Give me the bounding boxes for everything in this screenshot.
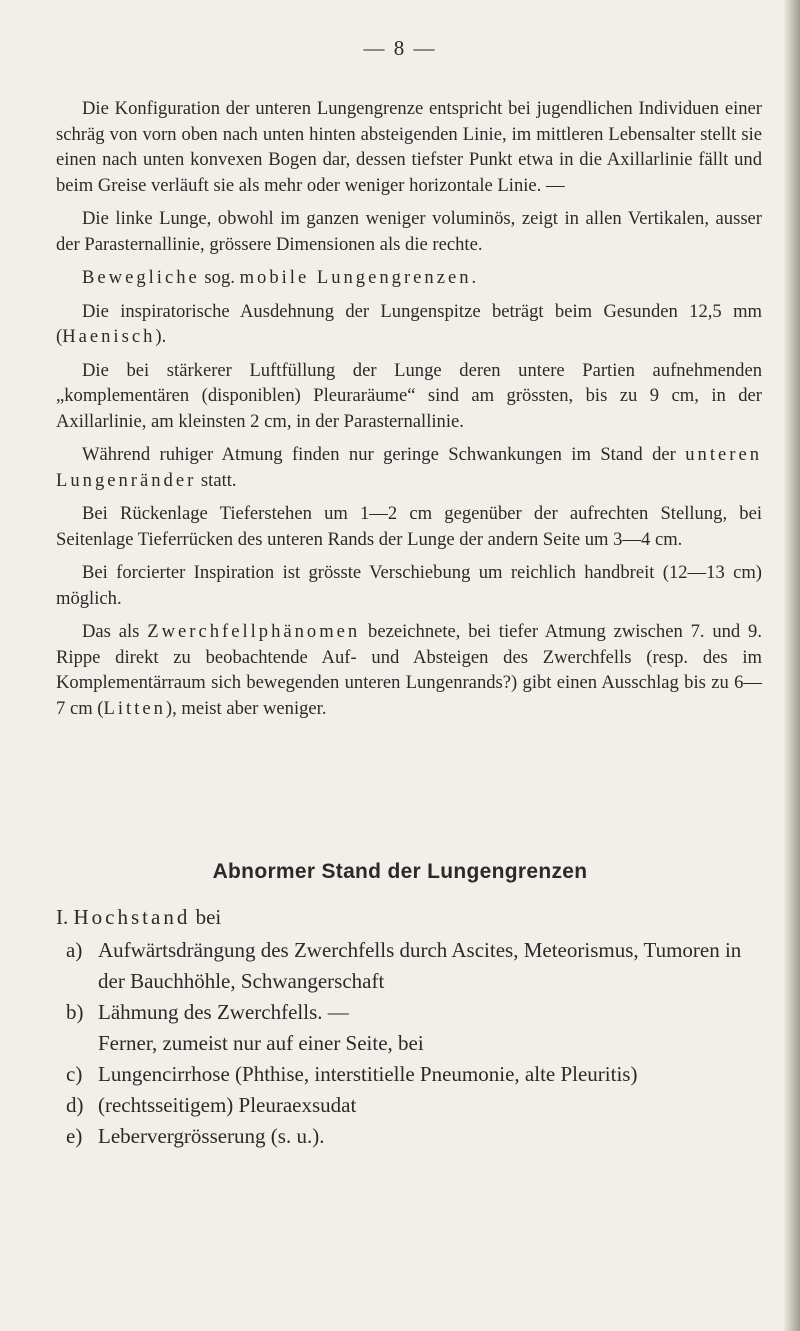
list-item <box>56 1121 756 1152</box>
list-marker: c) <box>66 1062 83 1086</box>
page-number: — 8 — <box>363 36 437 60</box>
paragraph-mobile-boundaries-heading <box>56 265 762 291</box>
author-haenisch: Haenisch <box>62 326 156 347</box>
list-continuation: Ferner, zumeist nur auf einer Seite, bei <box>98 1031 424 1055</box>
list-item-text: Aufwärtsdrängung des Zwerchfells durch Ascites, Meteorismus, Tumoren in der Bauchhöhle, Schwangerschaft <box>98 938 742 993</box>
spaced-term-bewegliche: Bewegliche <box>82 267 200 288</box>
text-fragment: Die inspiratorische Ausdehnung der Lungenspitze beträgt beim Gesunden 12,5 mm ( <box>56 300 762 347</box>
spaced-term-mobile: mobile Lungengrenzen. <box>239 267 480 288</box>
list-title <box>56 902 756 933</box>
list-item-text: Lähmung des Zwerchfells. — <box>98 1000 349 1024</box>
list-item <box>56 997 756 1028</box>
list-marker: e) <box>66 1124 83 1148</box>
body-text <box>56 96 762 721</box>
list-item-text: Lungencirrhose (Phthise, interstitielle Pneumonie, alte Pleuritis) <box>98 1062 638 1086</box>
list-title-rest: bei <box>190 905 222 929</box>
text-fragment: statt. <box>196 469 237 491</box>
list-title-term: Hochstand <box>73 905 191 929</box>
text-fragment: Das als <box>82 621 148 642</box>
text-fragment: bezeichnete, bei tiefer Atmung zwischen 7. und 9. Rippe direkt zu beobachtende Auf- und Absteigen des Zwerchfells (resp. des im Komplementärraum sich bewegenden unteren Lungenrands?) gibt einen Ausschlag bis zu 6—7 cm ( <box>56 621 762 719</box>
paragraph-pleural-spaces: Die bei stärkerer Luftfüllung der Lunge deren untere Partien aufnehmenden „komplementären (disponiblen) Pleuraräume“ sind am grössten, bis zu 9 cm, in der Axillarlinie, am kleinsten 2 cm, in der Parasternallinie. <box>56 359 762 432</box>
list-item-text: Lebervergrösserung (s. u.). <box>98 1124 325 1148</box>
list-title-number: I. <box>56 905 74 929</box>
list-marker: a) <box>66 938 83 962</box>
paragraph-configuration: Die Konfiguration der unteren Lungengrenze entspricht bei jugendlichen Individuen einer schräg von vorn oben nach unten hinten absteigenden Linie, im mittleren Lebensalter stellt sie einen nach unten konvexen Bogen dar, dessen tiefster Punkt etwa in die Axillarlinie fällt und beim Greise verläuft sie als mehr oder weniger horizontale Linie. — <box>56 98 762 196</box>
section-heading: Abnormer Stand der Lungengrenzen <box>212 860 588 883</box>
text-fragment: ). <box>155 326 167 347</box>
text-fragment: Während ruhiger Atmung finden nur geringe Schwankungen im Stand der <box>82 444 686 465</box>
author-litten: Litten <box>103 697 166 719</box>
list-item <box>56 1090 756 1121</box>
list-item <box>56 935 756 997</box>
paragraph-forced-inspiration: Bei forcierter Inspiration ist grösste Verschiebung um reichlich handbreit (12—13 cm) möglich. <box>56 562 762 609</box>
text-fragment: ), meist aber weniger. <box>165 697 327 719</box>
list-item <box>56 1059 756 1090</box>
page-edge-shadow <box>784 0 800 1331</box>
paragraph-inspiratory-expansion <box>56 299 762 350</box>
list-marker: b) <box>66 1000 84 1024</box>
paragraph-left-lung: Die linke Lunge, obwohl im ganzen weniger voluminös, zeigt in allen Vertikalen, ausser der Parasternallinie, grössere Dimensionen als die rechte. <box>56 208 762 255</box>
abnormal-position-list <box>56 902 756 1152</box>
spaced-term-lower-margins: unteren Lungenränder <box>56 444 762 491</box>
paragraph-quiet-breathing <box>56 442 762 493</box>
list-item-text: (rechtsseitigem) Pleuraexsudat <box>98 1093 357 1117</box>
paragraph-diaphragm-phenomenon <box>56 619 762 721</box>
list-marker: d) <box>66 1093 84 1117</box>
text-fragment: sog. <box>199 267 240 288</box>
paragraph-supine-position: Bei Rückenlage Tieferstehen um 1—2 cm gegenüber der aufrechten Stellung, bei Seitenlage Tieferrücken des unteren Rands der Lunge der andern Seite um 3—4 cm. <box>56 503 762 550</box>
spaced-term-zwerchfellphaenomen: Zwerchfellphänomen <box>147 621 361 642</box>
